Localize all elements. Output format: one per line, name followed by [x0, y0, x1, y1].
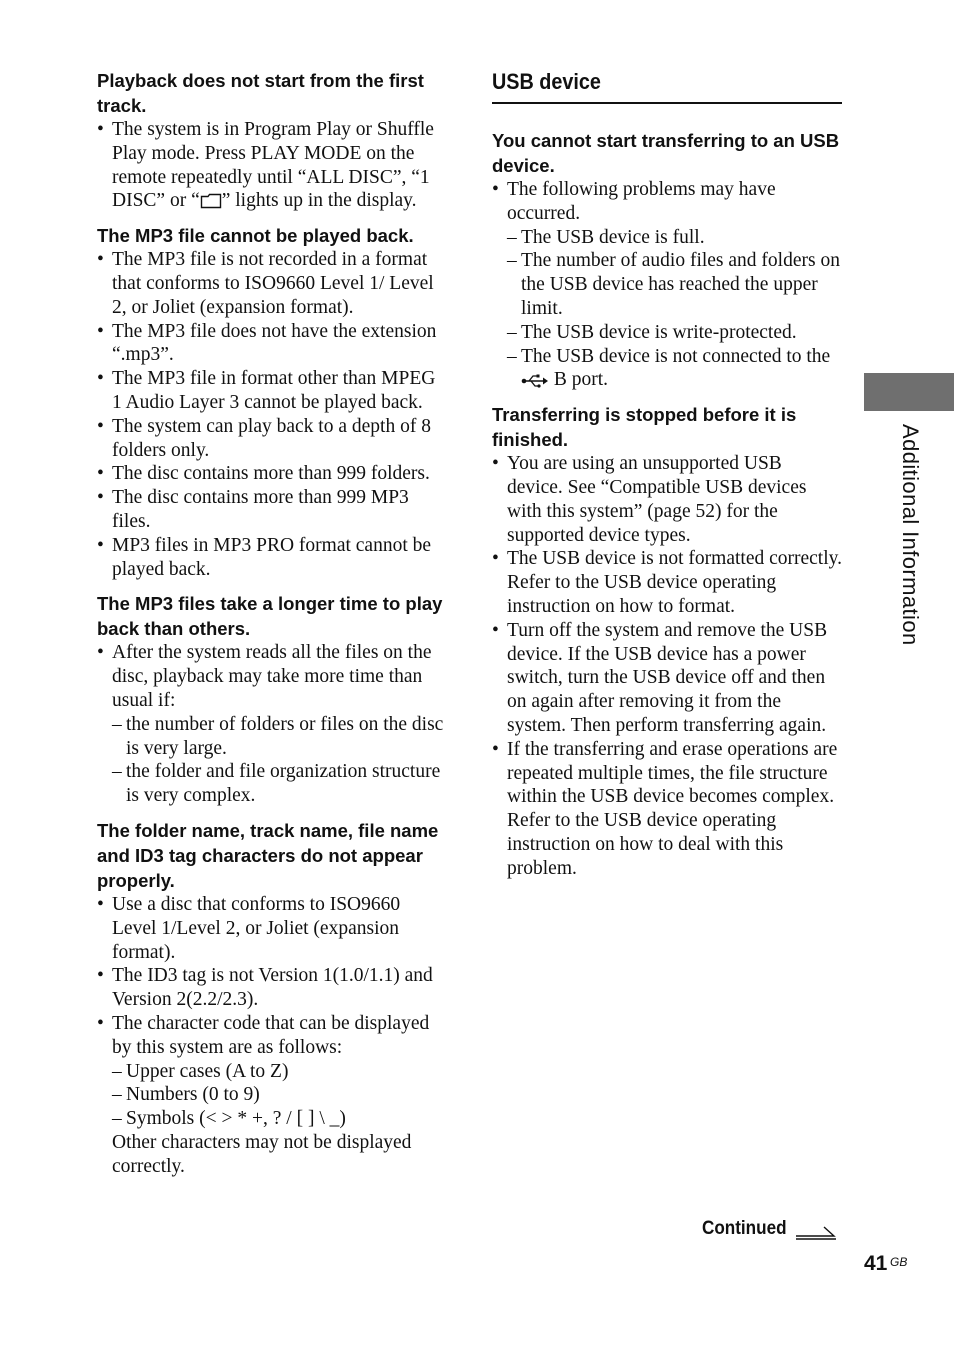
list-mp3-longer-time — [97, 641, 449, 808]
list-item: • The system can play back to a depth of 8 folders only. — [97, 415, 449, 463]
heading-mp3-longer-time: The MP3 files take a longer time to play back than others. — [97, 593, 443, 640]
section-title-usb-device: USB device — [492, 69, 601, 94]
list-mp3-not-played — [97, 248, 449, 581]
list-item: • Turn off the system and remove the USB device. If the USB device has a power switch, turn the USB device off and then on again after removing it from the system. Then perform transferring again. — [492, 619, 842, 738]
page-suffix: GB — [890, 1255, 908, 1269]
list-item: • The system is in Program Play or Shuffle Play mode. Press PLAY MODE on the remote repeatedly until “ALL DISC”, “1 DISC” or “ ” lights up in the display. — [97, 118, 449, 213]
list-item: • Use a disc that conforms to ISO9660 Level 1/Level 2, or Joliet (expansion format). — [97, 893, 449, 964]
list-item: • The USB device is not formatted correctly. Refer to the USB device operating instruction on how to format. — [492, 547, 842, 618]
list-item: • The MP3 file is not recorded in a format that conforms to ISO9660 Level 1/ Level 2, or Joliet (expansion format). — [97, 248, 449, 319]
list-subitem: – Upper cases (A to Z) — [97, 1060, 449, 1084]
list-cannot-start-transfer — [492, 178, 842, 392]
usb-icon — [521, 374, 549, 388]
list-playback-first-track — [97, 118, 449, 213]
right-column — [492, 68, 842, 881]
list-item: • The following problems may have occurred. — [492, 178, 842, 226]
list-item: • After the system reads all the files on the disc, playback may take more time than usual if: — [97, 641, 449, 712]
continued-arrow-icon — [795, 1222, 837, 1240]
heading-playback-first-track: Playback does not start from the first track. — [97, 70, 424, 116]
list-item: • The ID3 tag is not Version 1(1.0/1.1) and Version 2(2.2/2.3). — [97, 964, 449, 1012]
list-item: • You are using an unsupported USB device. See “Compatible USB devices with this system” (page 52) for the supported device types. — [492, 452, 842, 547]
list-item: • The disc contains more than 999 MP3 files. — [97, 486, 449, 534]
list-subitem: – Symbols (< > * +, ? / [ ] \ _) — [97, 1107, 449, 1131]
list-item: • MP3 files in MP3 PRO format cannot be played back. — [97, 534, 449, 582]
list-subitem: – The USB device is write-protected. — [492, 321, 842, 345]
heading-cannot-start-transfer: You cannot start transferring to an USB device. — [492, 130, 840, 176]
list-note: Other characters may not be displayed correctly. — [112, 1131, 412, 1177]
list-transfer-stopped — [492, 452, 842, 880]
page-number: 41 — [864, 1252, 888, 1275]
list-subitem: – The number of audio files and folders on the USB device has reached the upper limit. — [492, 249, 842, 320]
list-subitem: – The USB device is full. — [492, 226, 842, 250]
folder-icon — [200, 192, 222, 209]
section-tab-marker — [864, 373, 954, 411]
list-item: • The disc contains more than 999 folders. — [97, 462, 449, 486]
list-characters-not-appear — [97, 893, 449, 1179]
left-column — [97, 68, 449, 1178]
list-subitem: – Numbers (0 to 9) — [97, 1083, 449, 1107]
heading-transfer-stopped: Transferring is stopped before it is finished. — [492, 404, 797, 451]
section-rule — [492, 102, 842, 104]
list-item: • The MP3 file in format other than MPEG 1 Audio Layer 3 cannot be played back. — [97, 367, 449, 415]
continued-label: Continued — [702, 1218, 787, 1239]
side-tab-label: Additional Information — [898, 424, 923, 646]
heading-mp3-not-played: The MP3 file cannot be played back. — [97, 225, 414, 247]
heading-characters-not-appear: The folder name, track name, file name and ID3 tag characters do not appear properly. — [97, 819, 439, 891]
list-subitem: – the folder and file organization structure is very complex. — [97, 760, 449, 808]
list-subitem: – The USB device is not connected to the B port. — [492, 345, 842, 393]
list-item: • The MP3 file does not have the extension “.mp3”. — [97, 320, 449, 368]
list-subitem: – the number of folders or files on the disc is very large. — [97, 713, 449, 761]
list-item: • If the transferring and erase operations are repeated multiple times, the file structure within the USB device becomes complex. Refer to the USB device operating instruction on how to deal with this problem. — [492, 738, 842, 881]
list-item: • The character code that can be displayed by this system are as follows: — [97, 1012, 449, 1060]
